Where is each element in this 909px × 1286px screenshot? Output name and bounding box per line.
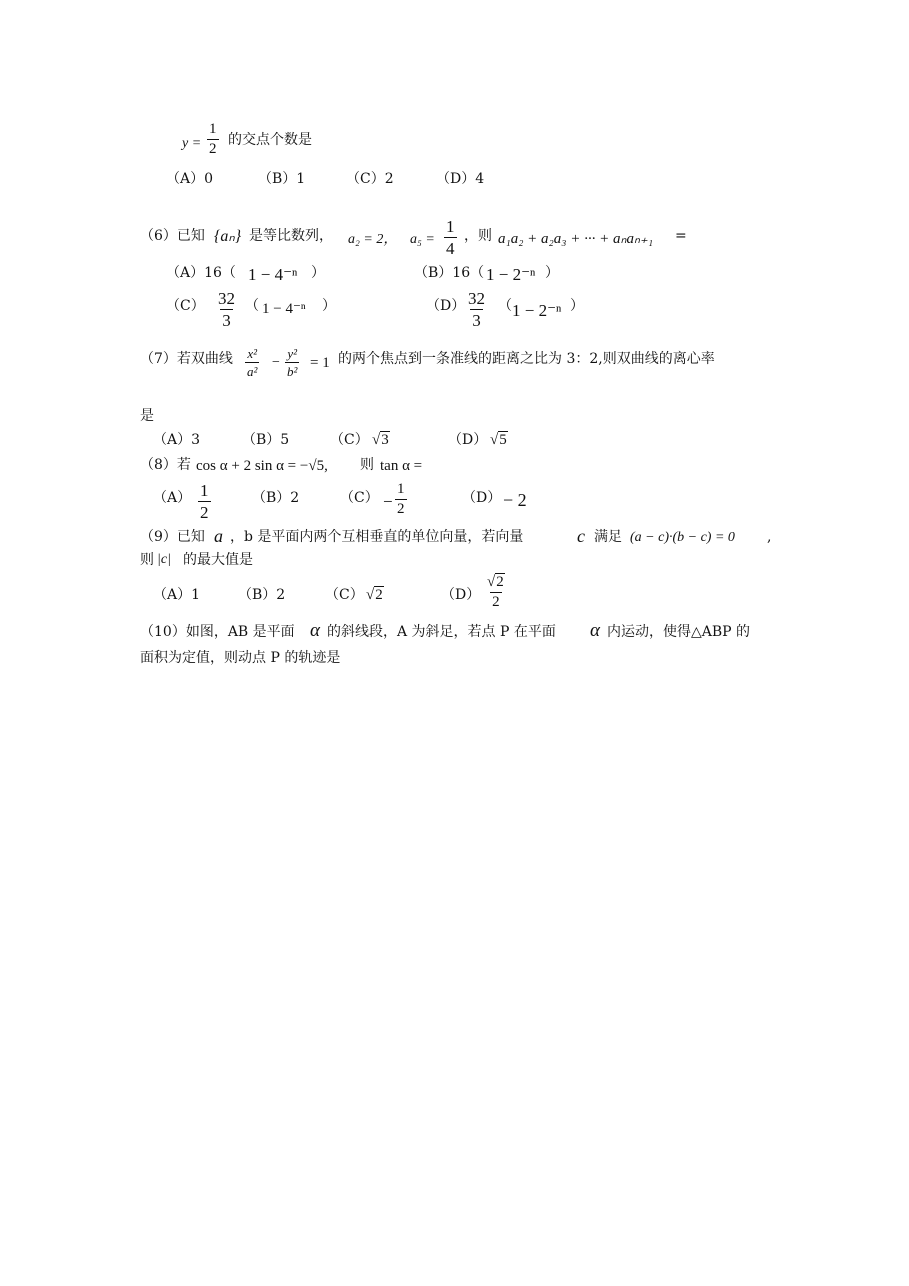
q8-label: （8）若 xyxy=(140,457,191,473)
q6-a2: a₂ = 2， xyxy=(348,232,398,247)
q9-option-d-num: √2 xyxy=(487,574,504,590)
q7-option-b: （B）5 xyxy=(242,432,290,448)
q9-option-d-den: 2 xyxy=(492,594,500,610)
q9-text1: ，b 是平面内两个互相垂直的单位向量，若向量 xyxy=(230,529,524,545)
q8-option-c-prefix: （C） xyxy=(340,490,379,506)
q7-y-den: b² xyxy=(287,364,298,379)
q6-text1: 是等比数列， xyxy=(249,228,333,244)
q8-option-a-den: 2 xyxy=(200,503,209,522)
q5-frac-den: 2 xyxy=(209,141,217,157)
q7-label: （7）若双曲线 xyxy=(140,351,233,367)
q6-option-c-open: （ xyxy=(245,298,259,314)
q6-option-a-close: ） xyxy=(311,265,325,281)
q9-label: （9）已知 xyxy=(140,529,205,545)
q9-comma: , xyxy=(767,529,772,545)
q6-option-d-expr: 1 − 2⁻ⁿ xyxy=(512,301,562,320)
q8-option-c-den: 2 xyxy=(397,501,405,517)
q6-a5-den: 4 xyxy=(446,239,455,258)
q5-y-eq: y = xyxy=(182,136,202,151)
q10-line2: 面积为定值，则动点 P 的轨迹是 xyxy=(140,650,341,666)
q7-text: 的两个焦点到一条准线的距离之比为 3：2,则双曲线的离心率 xyxy=(338,351,715,367)
q10-text1: 的斜线段，A 为斜足，若点 P 在平面 xyxy=(327,624,556,640)
q6-option-c-num: 32 xyxy=(218,289,235,308)
q7-option-a: （A）3 xyxy=(153,432,201,448)
q7-option-c-radicand: 3 xyxy=(381,432,389,448)
q7-option-d-prefix: （D） xyxy=(448,432,488,448)
q6-option-c-close: ） xyxy=(322,298,336,314)
q7-option-d-sqrt: √5 xyxy=(490,432,507,448)
q10-alpha-1: α xyxy=(310,620,320,641)
q6-option-d-fraction xyxy=(466,290,487,329)
q6-option-c-fraction xyxy=(216,290,237,329)
q9-option-b: （B）2 xyxy=(238,587,286,603)
q7-x-num: x² xyxy=(247,346,258,361)
q6-sequence: {aₙ} xyxy=(214,228,242,245)
q8-option-a-num: 1 xyxy=(200,481,209,500)
q6-equals: = xyxy=(675,228,687,244)
q9-option-a: （A）1 xyxy=(153,587,201,603)
q6-option-b-expr: 1 − 2⁻ⁿ xyxy=(486,265,536,284)
q6-option-d-num: 32 xyxy=(468,289,485,308)
q6-text2: ，则 xyxy=(464,228,492,244)
q9-line2-prefix: 则 xyxy=(140,552,154,568)
q5-option-c: （C）2 xyxy=(346,171,394,187)
q6-option-a-prefix: （A）16（ xyxy=(166,265,236,281)
q8-option-c-fraction xyxy=(395,482,407,517)
q6-option-b-prefix: （B）16（ xyxy=(414,265,485,281)
q7-y-num: y² xyxy=(287,346,298,361)
q8-option-b: （B）2 xyxy=(252,490,300,506)
q7-option-c-prefix: （C） xyxy=(330,432,369,448)
q10-text2: 内运动，使得△ABP 的 xyxy=(607,624,751,640)
q8-option-c-minus: − xyxy=(383,492,393,511)
q9-option-c-radicand: 2 xyxy=(375,587,383,603)
q8-then: 则 xyxy=(360,457,374,473)
q9-option-d-radicand: 2 xyxy=(496,574,504,590)
q6-a5-fraction xyxy=(444,218,457,257)
q8-option-a-prefix: （A） xyxy=(153,490,192,506)
q10-alpha-2: α xyxy=(590,620,600,641)
q6-option-c-prefix: （C） xyxy=(166,298,205,314)
q5-frac-num: 1 xyxy=(209,121,217,137)
q9-option-d-fraction xyxy=(485,575,507,610)
q8-option-c-num: 1 xyxy=(397,481,405,497)
q7-x-den: a² xyxy=(247,364,258,379)
q5-option-b: （B）1 xyxy=(258,171,306,187)
q6-option-b-close: ） xyxy=(545,265,559,281)
q9-condition: (a − c)·(b − c) = 0 xyxy=(630,530,735,545)
q10-label: （10）如图，AB 是平面 xyxy=(140,624,295,640)
q5-text: 的交点个数是 xyxy=(228,132,312,148)
q7-x-fraction xyxy=(245,347,259,378)
q9-option-c-prefix: （C） xyxy=(325,587,364,603)
q5-fraction xyxy=(207,122,219,157)
q9-vector-a: a xyxy=(214,526,223,546)
q8-condition: cos α + 2 sin α = −√5, xyxy=(196,458,328,474)
q8-option-a-fraction xyxy=(198,482,211,521)
q6-option-d-prefix: （D） xyxy=(426,298,466,314)
q6-a5-num: 1 xyxy=(446,217,455,236)
q6-option-d-close: ） xyxy=(570,298,584,314)
q6-sum: a₁a₂ + a₂a₃ + ··· + aₙaₙ₊₁ xyxy=(498,231,654,247)
q9-option-c-sqrt: √2 xyxy=(366,587,383,603)
q7-y-fraction xyxy=(285,347,299,378)
q7-equals-one: = 1 xyxy=(310,355,330,371)
q5-option-d: （D）4 xyxy=(436,171,485,187)
q7-option-d-radicand: 5 xyxy=(499,432,507,448)
q9-option-d-prefix: （D） xyxy=(441,587,481,603)
q6-a5-lhs: a₅ = xyxy=(410,232,435,247)
q9-vector-c: c xyxy=(577,526,585,546)
q9-abs-c: |c| xyxy=(157,552,171,567)
q6-option-d-open: （ xyxy=(498,298,512,314)
q9-text2: 满足 xyxy=(594,529,622,545)
q8-tan: tan α = xyxy=(380,458,423,474)
q6-option-c-den: 3 xyxy=(222,311,231,330)
q8-option-d-prefix: （D） xyxy=(462,490,502,506)
q6-option-d-den: 3 xyxy=(472,311,481,330)
q8-option-d-value: − 2 xyxy=(503,490,527,510)
q7-text-cont: 是 xyxy=(140,408,154,424)
q7-minus: − xyxy=(272,355,280,370)
q9-line2-text: 的最大值是 xyxy=(183,552,253,568)
q6-label: （6）已知 xyxy=(140,228,205,244)
q7-option-c-sqrt: √3 xyxy=(372,432,389,448)
q6-option-a-expr: 1 − 4⁻ⁿ xyxy=(248,265,298,284)
q5-option-a: （A）0 xyxy=(166,171,214,187)
q6-option-c-expr: 1 − 4⁻ⁿ xyxy=(262,301,306,317)
